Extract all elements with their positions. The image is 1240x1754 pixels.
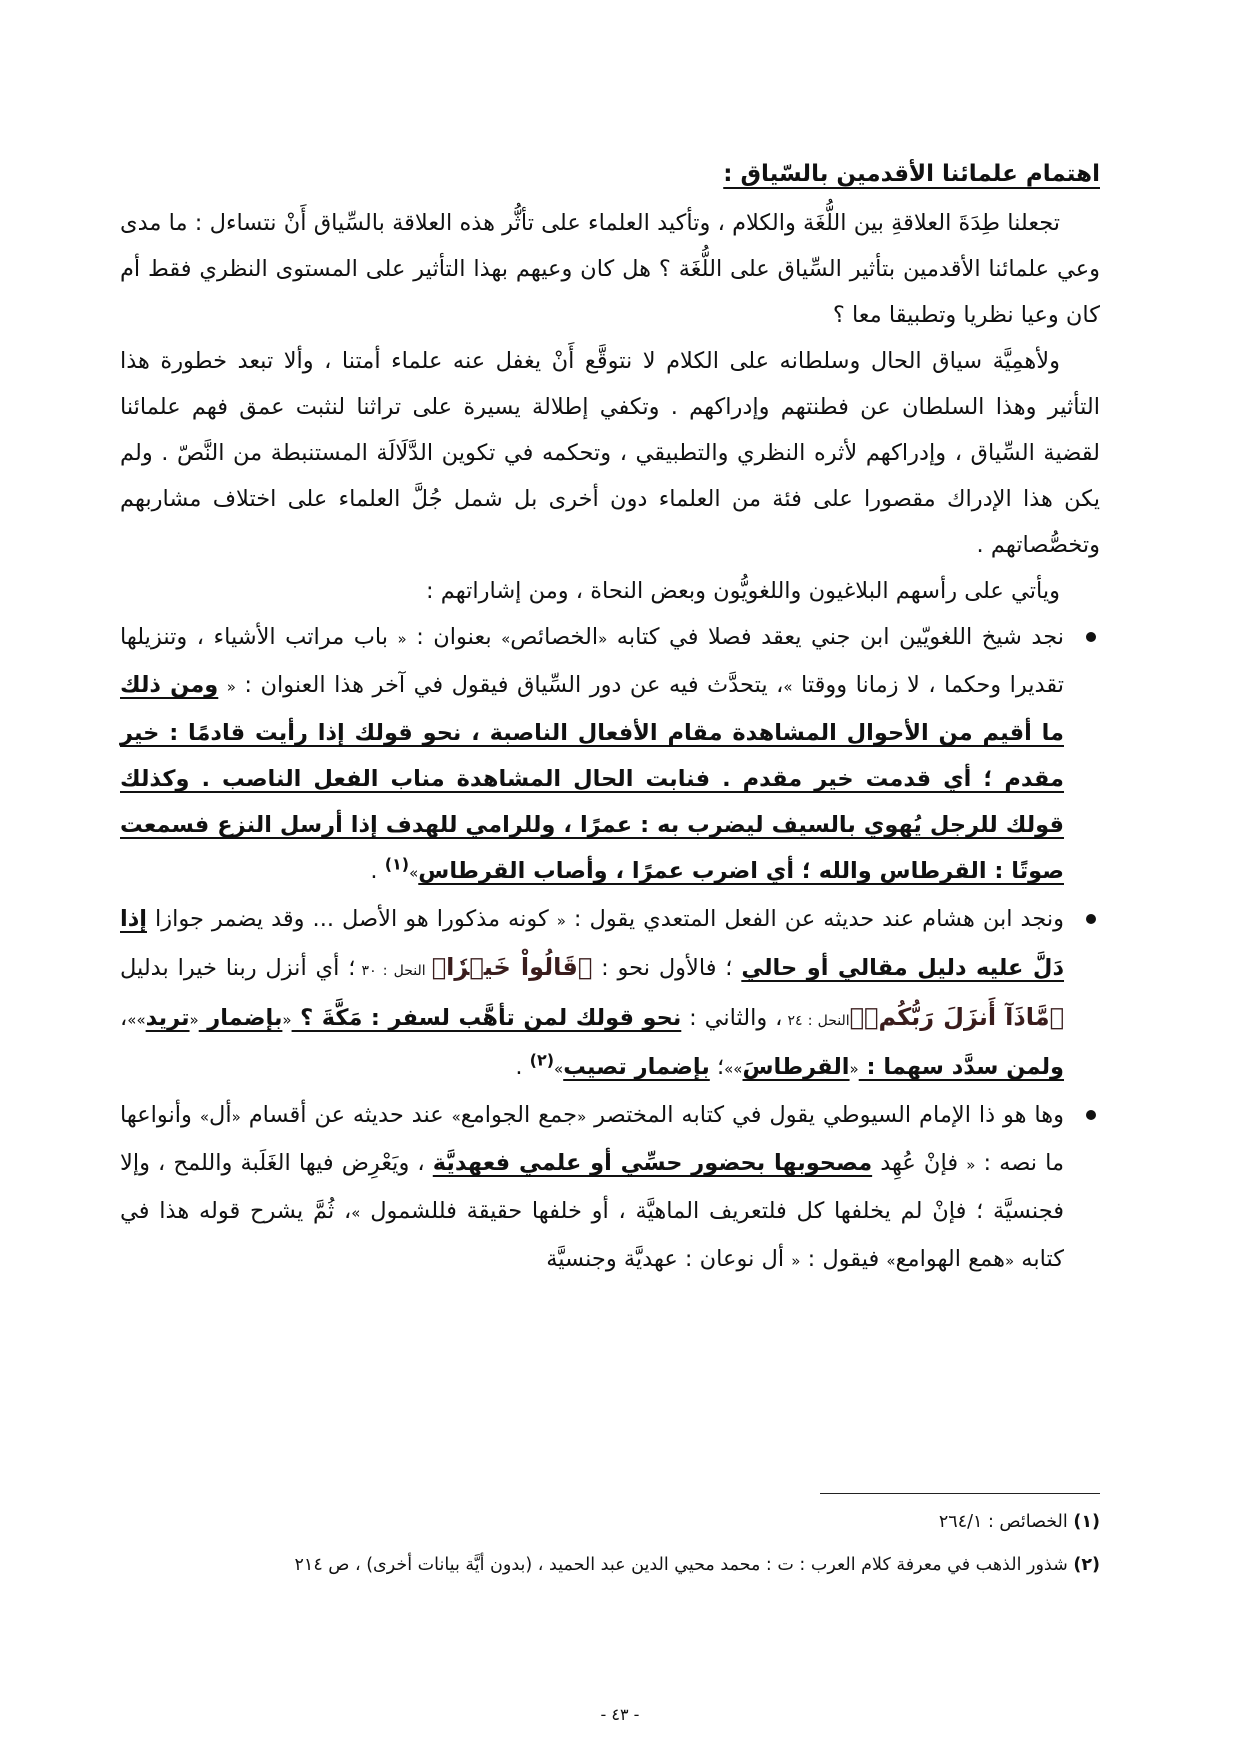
quran-verse: مَّاذَآ أَنزَلَ رَبُّكُمۡ bbox=[864, 1003, 1050, 1031]
bullet-icon bbox=[1086, 632, 1096, 642]
verse-ref: النحل : ٣٠ bbox=[355, 963, 432, 979]
bullet-item-suyuti: وها هو ذا الإمام السيوطي يقول في كتابه المختصر «جمع الجوامع» عند حديثه عن أقسام «أل» وأنواعها ما نصه : « فإنْ عُهِد مصحوبها بحضور حسِّي أو علمي فعهديَّة ، ويَعْرِض فيها الغَلَبة واللمح ، وإلا فجنسيَّة ؛ فإنْ لم يخلفها كل فلتعريف الماهيَّة ، أو خلفها حقيقة فللشمول »، ثُمَّ يشرح قوله هذا في كتابه «همع الهوامع» فيقول : « أل نوعان : عهديَّة وجنسيَّة bbox=[120, 1092, 1100, 1284]
page-number: - ٤٣ - bbox=[600, 1705, 640, 1724]
footnotes bbox=[120, 1505, 1100, 1591]
book-title: همع الهوامع bbox=[895, 1246, 1005, 1272]
quoted-text: ومن ذلك ما أقيم من الأحوال المشاهدة مقام الأفعال الناصبة ، نحو قولك إذا رأيت قادمًا : خير مقدم ؛ أي قدمت خير مقدم . فنابت الحال المشاهدة مناب الفعل الناصب . وكذلك قولك للرجل يُهوي بالسيف ليضرب به : عمرًا ، وللرامي للهدف إذا أرسل النزع فسمعت صوتًا : القرطاس والله ؛ أي اضرب عمرًا ، وأصاب القرطاس bbox=[120, 672, 1064, 884]
bullet-icon bbox=[1086, 1110, 1096, 1120]
emphasis-text: مصحوبها بحضور حسِّي أو علمي فعهديَّة bbox=[432, 1150, 873, 1176]
footnote-ref-2[interactable]: (٢) bbox=[529, 1050, 555, 1070]
book-title: الخصائص bbox=[510, 624, 599, 650]
emphasis-text: نحو قولك لمن تأهَّب لسفر : مَكَّةَ ؟ bbox=[291, 1005, 682, 1031]
footnote-separator bbox=[820, 1493, 1100, 1494]
paragraph-2: ولأهمِيَّة سياق الحال وسلطانه على الكلام لا نتوقَّع أَنْ يغفل عنه علماء أمتنا ، وألا تبعد خطورة هذا التأثير وهذا السلطان عن فطنتهم وإدراكهم . وتكفي إطلالة يسيرة على تراثنا لنثبت عمق فهم علمائنا لقضية السِّياق ، وإدراكهم لأثره النظري والتطبيقي ، وتحكمه في تكوين الدَّلَالَة المستنبطة من النَّصّ . ولم يكن هذا الإدراك مقصورا على فئة من العلماء دون أخرى بل شمل جُلَّ العلماء على اختلاف مشاربهم وتخصُّصاتهم . bbox=[120, 348, 1100, 558]
paragraph-1: تجعلنا طِدَةَ العلاقةِ بين اللُّغَة والكلام ، وتأكيد العلماء على تأثُّر هذه العلاقة بالسِّياق أَنْ نتساءل : ما مدى وعي علمائنا الأقدمين بتأثير السِّياق على اللُّغَة ؟ هل كان وعيهم بهذا التأثير على المستوى النظري فقط أم كان وعيا نظريا وتطبيقا معا ؟ bbox=[120, 210, 1100, 328]
quran-verse: قَالُواْ خَيۡرٗا bbox=[446, 953, 578, 981]
page-body bbox=[120, 150, 1100, 1284]
section-heading: اهتمام علمائنا الأقدمين بالسّياق : bbox=[723, 161, 1100, 187]
book-title: جمع الجوامع bbox=[460, 1102, 578, 1128]
bullet-list bbox=[120, 614, 1100, 1284]
paragraph-3: ويأتي على رأسهم البلاغيون واللغويُّون وبعض النحاة ، ومن إشاراتهم : bbox=[426, 578, 1060, 604]
footnote-1: (١) الخصائص : ٢٦٤/١ bbox=[938, 1512, 1100, 1532]
bullet-item-ibn-jinni: نجد شيخ اللغويّين ابن جني يعقد فصلا في كتابه «الخصائص» بعنوان : « باب مراتب الأشياء ، وتنزيلها تقديرا وحكما ، لا زمانا ووقتا »، يتحدَّث فيه عن دور السِّياق فيقول في آخر هذا العنوان : « ومن ذلك ما أقيم من الأحوال المشاهدة مقام الأفعال الناصبة ، نحو قولك إذا رأيت قادمًا : خير مقدم ؛ أي قدمت خير مقدم . فنابت الحال المشاهدة مناب الفعل الناصب . وكذلك قولك للرجل يُهوي بالسيف ليضرب به : عمرًا ، وللرامي للهدف إذا أرسل النزع فسمعت صوتًا : القرطاس والله ؛ أي اضرب عمرًا ، وأصاب القرطاس»$^{(١)}$ . bbox=[120, 614, 1100, 896]
emphasis-text: إذا دَلَّ عليه دليل مقالي أو حالي bbox=[120, 906, 1065, 981]
bullet-icon bbox=[1086, 914, 1096, 924]
footnote-ref-1[interactable]: (١) bbox=[384, 854, 410, 874]
bullet-item-ibn-hisham: ونجد ابن هشام عند حديثه عن الفعل المتعدي يقول : « كونه مذكورا هو الأصل ... وقد يضمر جوازا إذا دَلَّ عليه دليل مقالي أو حالي ؛ فالأول نحو : ﴿قَالُواْ خَيۡرٗا﴾ النحل : ٣٠ ؛ أي أنزل ربنا خيرا بدليل ﴿مَّاذَآ أَنزَلَ رَبُّكُمۡ﴾النحل : ٢٤ ، والثاني : نحو قولك لمن تأهَّب لسفر : مَكَّةَ ؟ «بإضمار «تريد»»، ولمن سدَّد سهما : «القرطاسَ»»؛ بإضمار تصيب»$^{(٢)}$ . bbox=[120, 896, 1100, 1092]
verse-ref: النحل : ٢٤ bbox=[782, 1013, 850, 1029]
footnote-2: (٢) شذور الذهب في معرفة كلام العرب : ت : محمد محيي الدين عبد الحميد ، (بدون أيَّة بيانات أخرى) ، ص ٢١٤ bbox=[294, 1555, 1100, 1575]
